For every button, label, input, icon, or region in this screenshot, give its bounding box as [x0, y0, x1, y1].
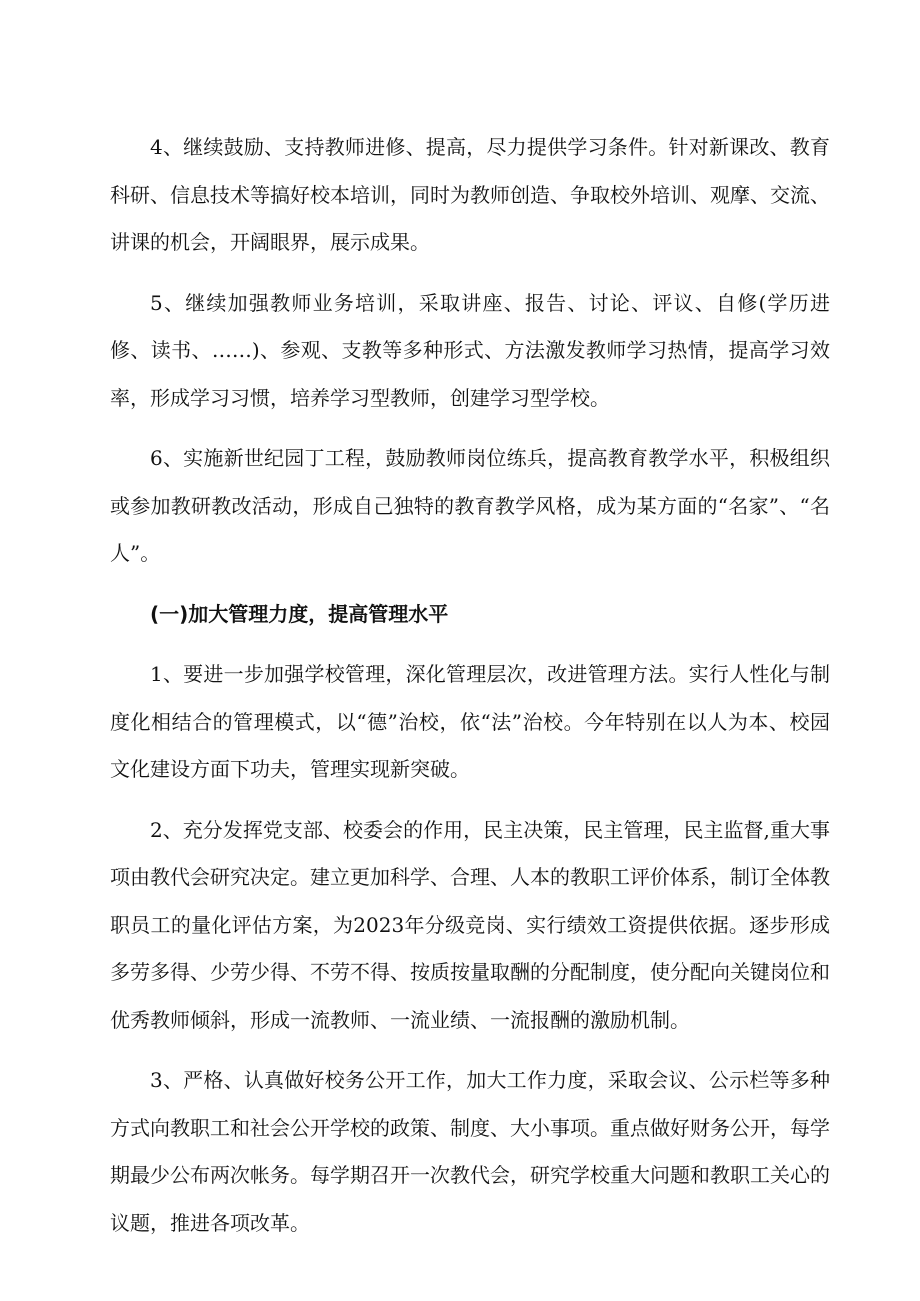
- paragraph-item-4: 4、继续鼓励、支持教师进修、提高，尽力提供学习条件。针对新课改、教育科研、信息技术等搞好校本培训，同时为教师创造、争取校外培训、观摩、交流、讲课的机会，开阔眼界，展示成果。: [110, 135, 830, 254]
- paragraph-item-5: 5、继续加强教师业务培训，采取讲座、报告、讨论、评议、自修(学历进修、读书、……)、参观、支教等多种形式、方法激发教师学习热情，提高学习效率，形成学习习惯，培养学习型教师，创建学习型学校。: [110, 290, 830, 410]
- paragraph-management-1: 1、要进一步加强学校管理，深化管理层次，改进管理方法。实行人性化与制度化相结合的管理模式，以“德”治校，依“法”治校。今年特别在以人为本、校园文化建设方面下功夫，管理实现新突破。: [110, 662, 830, 781]
- paragraph-item-6: 6、实施新世纪园丁工程，鼓励教师岗位练兵，提高教育教学水平，积极组织或参加教研教改活动，形成自己独特的教育教学风格，成为某方面的“名家”、“名人”。: [110, 446, 830, 565]
- document-body: [110, 124, 830, 1260]
- paragraph-management-3: 3、严格、认真做好校务公开工作，加大工作力度，采取会议、公示栏等多种方式向教职工和社会公开学校的政策、制度、大小事项。重点做好财务公开，每学期最少公布两次帐务。每学期召开一次教代会，研究学校重大问题和教职工关心的议题，推进各项改革。: [110, 1068, 830, 1235]
- paragraph-management-2: 2、充分发挥党支部、校委会的作用，民主决策，民主管理，民主监督,重大事项由教代会研究决定。建立更加科学、合理、人本的教职工评价体系，制订全体教职员工的量化评估方案，为2023年分级竞岗、实行绩效工资提供依据。逐步形成多劳多得、少劳少得、不劳不得、按质按量取酬的分配制度，使分配向关键岗位和优秀教师倾斜，形成一流教师、一流业绩、一流报酬的激励机制。: [110, 817, 830, 1032]
- section-heading: (一)加大管理力度，提高管理水平: [150, 601, 449, 626]
